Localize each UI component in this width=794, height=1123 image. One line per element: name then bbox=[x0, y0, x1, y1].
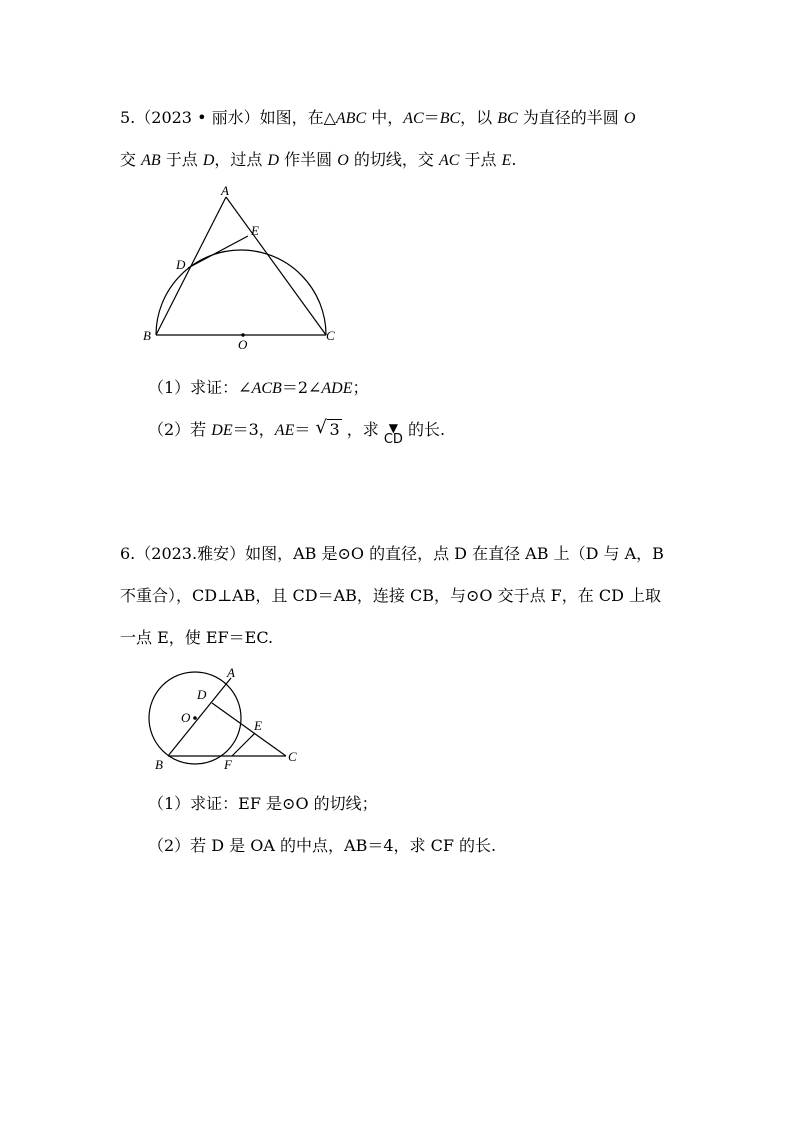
p5-var: AC bbox=[403, 110, 424, 127]
p6-label-e: E bbox=[254, 718, 262, 733]
arc-text: CD bbox=[383, 432, 403, 447]
p6-text: 6.（2023.雅安）如图，AB 是⊙O 的直径，点 D 在直径 AB 上（D 与 A，B bbox=[120, 544, 664, 563]
p5-text: ，过点 bbox=[214, 150, 268, 169]
p5-q2-var: AE bbox=[274, 422, 295, 439]
p6-center-o-dot bbox=[193, 716, 197, 720]
p5-var: D bbox=[267, 152, 280, 169]
p5-q2-text: 的长. bbox=[402, 420, 446, 439]
p5-text: 中， bbox=[366, 108, 404, 127]
p5-text: 的切线，交 bbox=[348, 150, 439, 169]
p5-var: BC bbox=[497, 110, 518, 127]
p5-q1-text: ； bbox=[352, 378, 369, 397]
p6-q1-text: （1）求证：EF 是⊙O 的切线； bbox=[148, 794, 378, 813]
p5-var: BC bbox=[439, 110, 461, 127]
p5-var: D bbox=[202, 152, 215, 169]
p5-var: AC bbox=[438, 152, 460, 169]
p5-text: ＝ bbox=[423, 108, 440, 127]
p5-text: ，以 bbox=[460, 108, 498, 127]
p5-q1-var: ADE bbox=[321, 380, 353, 397]
p6-label-b: B bbox=[155, 757, 163, 772]
p5-line-ac bbox=[226, 197, 326, 335]
problem5-question2 bbox=[148, 417, 446, 447]
p5-line-de bbox=[188, 236, 248, 268]
p5-q1-var: ACB bbox=[251, 380, 282, 397]
p5-q1-text: ＝2∠ bbox=[281, 378, 322, 397]
p5-label-o: O bbox=[238, 337, 248, 352]
p5-text: 为直径的半圆 bbox=[517, 108, 624, 127]
p5-text: 于点 bbox=[459, 150, 502, 169]
problem5-figure bbox=[140, 185, 350, 355]
p6-text: 不重合），CD⊥AB，且 CD＝AB，连接 CB，与⊙O 交于点 F，在 CD 上取 bbox=[120, 586, 662, 605]
p5-label-e: E bbox=[251, 223, 259, 238]
sqrt-radicand: 3 bbox=[329, 420, 340, 439]
p5-q2-text: ＝ bbox=[294, 420, 316, 439]
p6-label-c: C bbox=[288, 749, 297, 764]
p5-text: . bbox=[511, 150, 517, 169]
problem6-line2 bbox=[120, 586, 661, 606]
p5-label-c: C bbox=[326, 328, 335, 343]
p5-q2-text: ＝3， bbox=[232, 420, 275, 439]
problem5-question1 bbox=[148, 378, 369, 399]
arc-marker-icon: ▼ bbox=[388, 421, 398, 435]
p5-text: 作半圆 bbox=[279, 150, 338, 169]
problem5-line2 bbox=[120, 150, 517, 171]
problem6-figure bbox=[140, 665, 310, 780]
p5-q2-sqrt bbox=[315, 417, 341, 440]
problem6-question2 bbox=[148, 836, 496, 856]
problem6-question1 bbox=[148, 794, 378, 814]
problem5-line1 bbox=[120, 108, 635, 129]
p6-line-dc bbox=[212, 703, 286, 756]
p5-q2-arc bbox=[384, 423, 403, 446]
p6-q2-text: （2）若 D 是 OA 的中点，AB＝4，求 CF 的长. bbox=[148, 836, 497, 855]
p6-label-f: F bbox=[224, 757, 232, 772]
p5-q1-text: （1）求证：∠ bbox=[148, 378, 252, 397]
sqrt-symbol: √ bbox=[315, 417, 327, 438]
p6-label-o: O bbox=[181, 710, 191, 725]
p5-var: O bbox=[623, 110, 636, 127]
p6-text: 一点 E，使 EF＝EC. bbox=[120, 628, 274, 647]
p5-var: E bbox=[501, 152, 512, 169]
p5-label-d: D bbox=[176, 257, 186, 272]
p5-var: ABC bbox=[335, 110, 367, 127]
problem6-line1 bbox=[120, 544, 664, 564]
p5-label-b: B bbox=[143, 328, 151, 343]
p5-var: AB bbox=[141, 152, 161, 169]
p6-label-d: D bbox=[197, 687, 207, 702]
p6-line-fe bbox=[232, 733, 255, 756]
p5-var: O bbox=[337, 152, 349, 169]
p5-text: 交 bbox=[120, 150, 142, 169]
p5-q2-text: ，求 bbox=[341, 420, 384, 439]
p6-label-a: A bbox=[227, 665, 235, 680]
p5-q2-text: （2）若 bbox=[148, 420, 212, 439]
p5-text: 于点 bbox=[160, 150, 203, 169]
p5-q2-var: DE bbox=[211, 422, 233, 439]
p5-text: 5.（2023 • 丽水）如图，在△ bbox=[120, 108, 336, 127]
p5-label-a: A bbox=[221, 185, 229, 198]
problem6-line3 bbox=[120, 628, 273, 648]
